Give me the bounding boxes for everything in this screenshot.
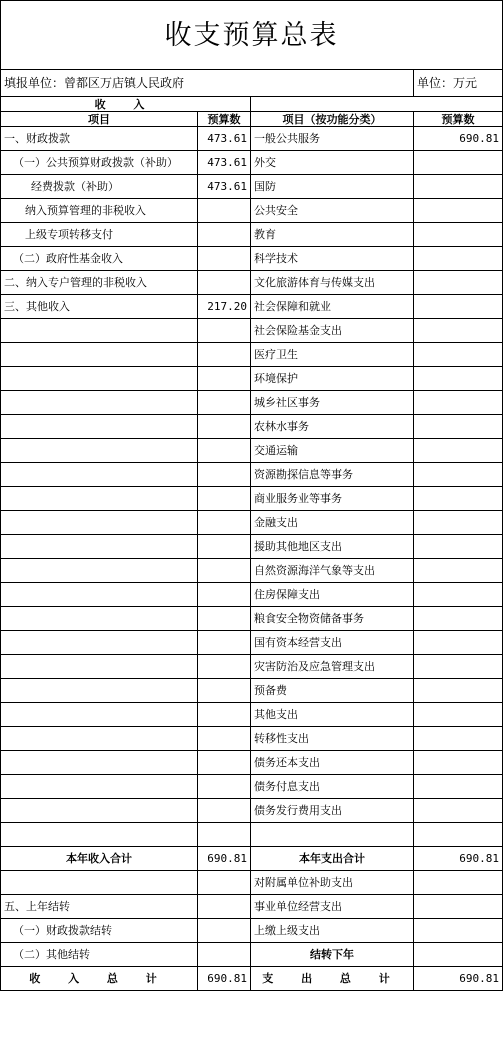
expense-budget-cell: [414, 415, 503, 439]
income-item-cell: 三、其他收入: [1, 295, 198, 319]
expense-budget-cell: [414, 511, 503, 535]
expense-budget-cell: [414, 823, 503, 847]
table-row: [1, 823, 503, 847]
income-budget-cell: [198, 415, 251, 439]
expense-item-cell: [251, 823, 414, 847]
income-item-cell: （二）其他结转: [1, 943, 198, 967]
expense-budget-cell: [414, 319, 503, 343]
income-item-cell: [1, 415, 198, 439]
expense-item-cell: 支 出 总 计: [251, 967, 414, 991]
expense-budget-cell: 690.81: [414, 847, 503, 871]
income-budget-cell: [198, 439, 251, 463]
table-row: [1, 127, 503, 151]
income-item-cell: [1, 799, 198, 823]
expense-item-cell: 援助其他地区支出: [251, 535, 414, 559]
table-row: [1, 391, 503, 415]
expense-item-cell: 城乡社区事务: [251, 391, 414, 415]
table-row: [1, 247, 503, 271]
income-item-cell: 收 入 总 计: [1, 967, 198, 991]
expense-item-cell: 科学技术: [251, 247, 414, 271]
income-item-cell: [1, 319, 198, 343]
table-row: [1, 463, 503, 487]
income-budget-cell: [198, 247, 251, 271]
expense-budget-cell: [414, 703, 503, 727]
income-budget-cell: [198, 463, 251, 487]
income-item-cell: 本年收入合计: [1, 847, 198, 871]
income-budget-cell: [198, 535, 251, 559]
expense-item-cell: 上缴上级支出: [251, 919, 414, 943]
table-row: [1, 583, 503, 607]
income-section-header: 收 入: [1, 97, 251, 112]
expense-item-cell: 资源勘探信息等事务: [251, 463, 414, 487]
table-row: [1, 607, 503, 631]
table-row: [1, 871, 503, 895]
table-row: [1, 847, 503, 871]
expense-item-cell: 粮食安全物资储备事务: [251, 607, 414, 631]
expense-item-cell: 本年支出合计: [251, 847, 414, 871]
income-item-cell: （二）政府性基金收入: [1, 247, 198, 271]
expense-item-cell: 文化旅游体育与传媒支出: [251, 271, 414, 295]
income-budget-cell: [198, 655, 251, 679]
income-budget-cell: [198, 487, 251, 511]
income-item-cell: [1, 367, 198, 391]
table-row: [1, 943, 503, 967]
income-budget-cell: [198, 943, 251, 967]
expense-item-cell: 公共安全: [251, 199, 414, 223]
expense-budget-cell: [414, 175, 503, 199]
expense-item-cell: 债务发行费用支出: [251, 799, 414, 823]
expense-item-cell: 医疗卫生: [251, 343, 414, 367]
income-budget-cell: [198, 319, 251, 343]
table-row: [1, 319, 503, 343]
income-item-cell: [1, 823, 198, 847]
income-item-cell: 纳入预算管理的非税收入: [1, 199, 198, 223]
expense-item-cell: 预备费: [251, 679, 414, 703]
income-budget-cell: [198, 679, 251, 703]
income-item-cell: [1, 583, 198, 607]
expense-budget-cell: [414, 343, 503, 367]
table-row: [1, 415, 503, 439]
income-budget-cell: [198, 727, 251, 751]
income-item-cell: [1, 559, 198, 583]
table-row: [1, 655, 503, 679]
income-budget-header: 预算数: [198, 112, 251, 127]
table-row: [1, 271, 503, 295]
expense-budget-cell: [414, 727, 503, 751]
expense-budget-cell: [414, 895, 503, 919]
income-budget-cell: [198, 583, 251, 607]
table-row: [1, 439, 503, 463]
income-item-cell: [1, 679, 198, 703]
expense-budget-cell: [414, 583, 503, 607]
table-row: [1, 175, 503, 199]
table-row: [1, 223, 503, 247]
expense-budget-cell: [414, 775, 503, 799]
expense-budget-cell: [414, 607, 503, 631]
income-item-cell: 二、纳入专户管理的非税收入: [1, 271, 198, 295]
expense-budget-cell: [414, 391, 503, 415]
table-row: [1, 727, 503, 751]
table-row: [1, 751, 503, 775]
income-budget-cell: [198, 367, 251, 391]
table-row: [1, 199, 503, 223]
page-title: 收支预算总表: [1, 1, 503, 70]
expense-budget-cell: [414, 943, 503, 967]
expense-item-cell: 国防: [251, 175, 414, 199]
expense-item-cell: 对附属单位补助支出: [251, 871, 414, 895]
expense-item-cell: 转移性支出: [251, 727, 414, 751]
income-item-cell: [1, 703, 198, 727]
unit-measure: 单位：万元: [414, 70, 503, 97]
table-row: [1, 511, 503, 535]
income-item-cell: [1, 535, 198, 559]
income-item-header: 项目: [1, 112, 198, 127]
expense-budget-cell: [414, 223, 503, 247]
expense-budget-cell: [414, 151, 503, 175]
expense-item-cell: 环境保护: [251, 367, 414, 391]
expense-budget-cell: [414, 655, 503, 679]
income-budget-cell: [198, 799, 251, 823]
income-item-cell: [1, 343, 198, 367]
expense-item-cell: 农林水事务: [251, 415, 414, 439]
expense-budget-cell: [414, 463, 503, 487]
income-budget-cell: [198, 895, 251, 919]
expense-item-cell: 其他支出: [251, 703, 414, 727]
table-row: [1, 919, 503, 943]
income-budget-cell: [198, 559, 251, 583]
income-budget-cell: 217.20: [198, 295, 251, 319]
expense-item-cell: 一般公共服务: [251, 127, 414, 151]
expense-budget-cell: [414, 199, 503, 223]
table-row: [1, 151, 503, 175]
table-row: [1, 295, 503, 319]
table-row: [1, 679, 503, 703]
income-item-cell: [1, 631, 198, 655]
expense-section-header: [251, 97, 503, 112]
expense-budget-cell: 690.81: [414, 967, 503, 991]
income-budget-cell: 690.81: [198, 967, 251, 991]
table-row: [1, 487, 503, 511]
expense-item-cell: 债务付息支出: [251, 775, 414, 799]
expense-item-cell: 自然资源海洋气象等支出: [251, 559, 414, 583]
expense-budget-cell: [414, 535, 503, 559]
income-budget-cell: [198, 631, 251, 655]
income-item-cell: [1, 487, 198, 511]
table-row: [1, 343, 503, 367]
expense-item-cell: 金融支出: [251, 511, 414, 535]
income-budget-cell: [198, 823, 251, 847]
income-item-cell: [1, 751, 198, 775]
expense-budget-cell: [414, 751, 503, 775]
income-item-cell: [1, 607, 198, 631]
income-item-cell: 经费拨款（补助）: [1, 175, 198, 199]
expense-item-cell: 商业服务业等事务: [251, 487, 414, 511]
table-row: [1, 631, 503, 655]
income-item-cell: 一、财政拨款: [1, 127, 198, 151]
income-item-cell: [1, 871, 198, 895]
expense-budget-header: 预算数: [414, 112, 503, 127]
expense-budget-cell: 690.81: [414, 127, 503, 151]
income-budget-cell: [198, 751, 251, 775]
expense-item-header: 项目（按功能分类）: [251, 112, 414, 127]
expense-budget-cell: [414, 247, 503, 271]
expense-budget-cell: [414, 919, 503, 943]
income-item-cell: （一）财政拨款结转: [1, 919, 198, 943]
income-item-cell: [1, 775, 198, 799]
income-budget-cell: [198, 919, 251, 943]
income-budget-cell: [198, 511, 251, 535]
income-item-cell: [1, 463, 198, 487]
expense-item-cell: 社会保险基金支出: [251, 319, 414, 343]
income-item-cell: [1, 391, 198, 415]
expense-item-cell: 交通运输: [251, 439, 414, 463]
income-budget-cell: [198, 871, 251, 895]
expense-item-cell: 教育: [251, 223, 414, 247]
expense-item-cell: 灾害防治及应急管理支出: [251, 655, 414, 679]
table-row: [1, 535, 503, 559]
expense-item-cell: 结转下年: [251, 943, 414, 967]
income-budget-cell: [198, 199, 251, 223]
income-item-cell: [1, 439, 198, 463]
income-budget-cell: 473.61: [198, 175, 251, 199]
income-budget-cell: [198, 703, 251, 727]
income-item-cell: [1, 655, 198, 679]
expense-item-cell: 住房保障支出: [251, 583, 414, 607]
table-row: [1, 967, 503, 991]
income-budget-cell: 473.61: [198, 127, 251, 151]
expense-budget-cell: [414, 799, 503, 823]
expense-budget-cell: [414, 487, 503, 511]
expense-budget-cell: [414, 367, 503, 391]
table-row: [1, 799, 503, 823]
table-row: [1, 559, 503, 583]
income-item-cell: [1, 727, 198, 751]
income-item-cell: 上级专项转移支付: [1, 223, 198, 247]
expense-budget-cell: [414, 271, 503, 295]
table-row: [1, 895, 503, 919]
expense-budget-cell: [414, 679, 503, 703]
expense-budget-cell: [414, 439, 503, 463]
expense-item-cell: 事业单位经营支出: [251, 895, 414, 919]
reporting-unit: 填报单位：曾都区万店镇人民政府: [1, 70, 414, 97]
expense-budget-cell: [414, 631, 503, 655]
table-row: [1, 367, 503, 391]
expense-budget-cell: [414, 295, 503, 319]
table-row: [1, 775, 503, 799]
expense-item-cell: 社会保障和就业: [251, 295, 414, 319]
expense-item-cell: 国有资本经营支出: [251, 631, 414, 655]
income-budget-cell: [198, 607, 251, 631]
income-budget-cell: [198, 223, 251, 247]
income-budget-cell: [198, 775, 251, 799]
expense-budget-cell: [414, 559, 503, 583]
expense-item-cell: 债务还本支出: [251, 751, 414, 775]
income-budget-cell: [198, 271, 251, 295]
income-item-cell: 五、上年结转: [1, 895, 198, 919]
table-row: [1, 703, 503, 727]
expense-budget-cell: [414, 871, 503, 895]
income-budget-cell: 473.61: [198, 151, 251, 175]
income-budget-cell: [198, 391, 251, 415]
income-budget-cell: [198, 343, 251, 367]
income-item-cell: （一）公共预算财政拨款（补助）: [1, 151, 198, 175]
income-budget-cell: 690.81: [198, 847, 251, 871]
income-item-cell: [1, 511, 198, 535]
expense-item-cell: 外交: [251, 151, 414, 175]
